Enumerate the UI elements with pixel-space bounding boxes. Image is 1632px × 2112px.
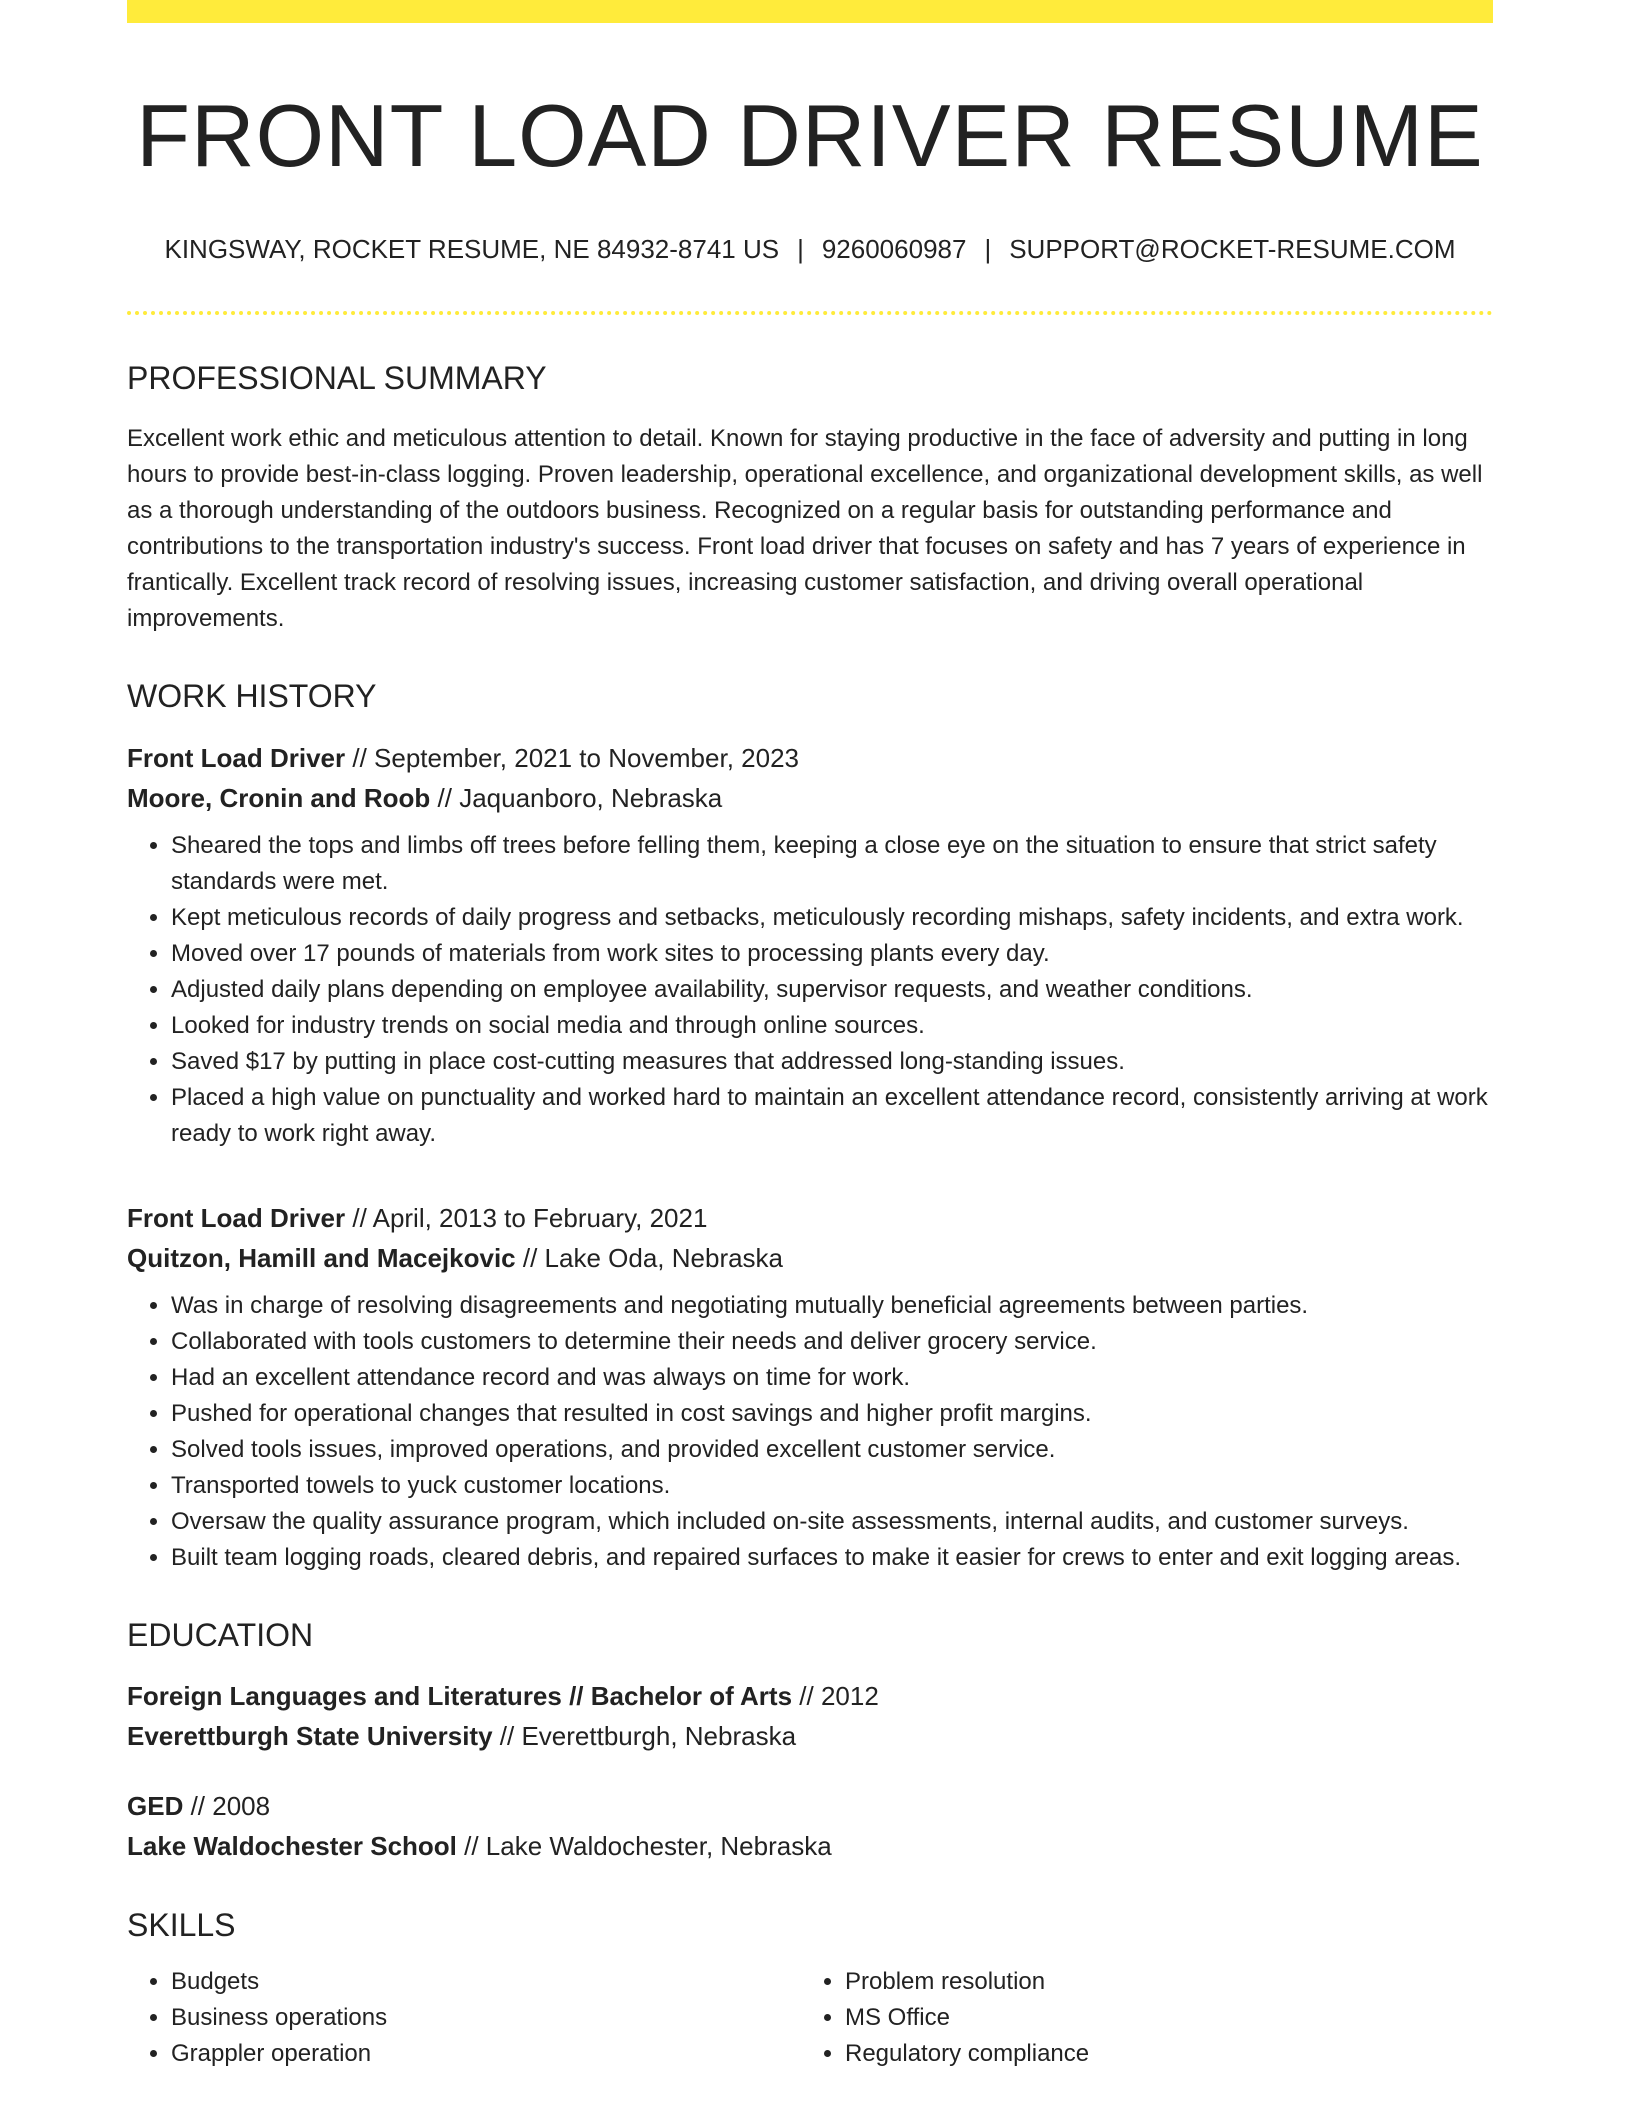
contact-address: KINGSWAY, ROCKET RESUME, NE 84932-8741 US	[164, 233, 780, 264]
job-bullet: • Solved tools issues, improved operations, and provided excellent customer service.	[171, 1432, 1493, 1468]
job-title-line	[127, 738, 1493, 778]
job-bullets	[127, 828, 1493, 1152]
job-location: // Lake Oda, Nebraska	[515, 1242, 784, 1273]
job-bullet: • Sheared the tops and limbs off trees before felling them, keeping a close eye on the situation to ensure that strict safety standards were met.	[171, 828, 1493, 900]
job-bullet: • Placed a high value on punctuality and worked hard to maintain an excellent attendance record, consistently arriving at work ready to work right away.	[171, 1080, 1493, 1152]
school-line	[127, 1716, 1493, 1756]
job-title-line	[127, 1198, 1493, 1238]
degree-line	[127, 1676, 1493, 1716]
skill-item: • Grappler operation	[171, 2036, 801, 2072]
summary-heading: PROFESSIONAL SUMMARY	[127, 359, 547, 396]
skill-item: • Business operations	[171, 2000, 801, 2036]
school-name: Lake Waldochester School	[127, 1830, 457, 1861]
skills-list-left	[127, 1964, 801, 2072]
job-company: Quitzon, Hamill and Macejkovic	[127, 1242, 516, 1273]
degree-year: // 2008	[183, 1790, 271, 1821]
resume-page	[127, 0, 1493, 2072]
accent-bar	[127, 0, 1493, 23]
contact-separator: |	[984, 233, 992, 264]
work-history-heading: WORK HISTORY	[127, 678, 377, 715]
degree-year: // 2012	[792, 1680, 879, 1711]
job-bullet: • Collaborated with tools customers to determine their needs and deliver grocery service.	[171, 1324, 1493, 1360]
job-bullet: • Had an excellent attendance record and was always on time for work.	[171, 1360, 1493, 1396]
job-company-line	[127, 778, 1493, 818]
school-location: // Everettburgh, Nebraska	[492, 1720, 797, 1751]
contact-email: SUPPORT@ROCKET-RESUME.COM	[1009, 233, 1456, 264]
contact-phone: 9260060987	[821, 233, 967, 264]
contact-separator: |	[797, 233, 804, 264]
job-bullet: • Was in charge of resolving disagreements and negotiating mutually beneficial agreements between parties.	[171, 1288, 1493, 1324]
job-bullets	[127, 1288, 1493, 1576]
skill-item: • Problem resolution	[845, 1964, 1475, 2000]
dotted-divider	[127, 311, 1493, 315]
job-entry	[127, 1198, 1493, 1576]
degree: GED	[127, 1790, 184, 1821]
education-entry	[127, 1676, 1493, 1756]
education-entry	[127, 1786, 1493, 1866]
skills-list-right	[801, 1964, 1475, 2072]
skill-item: • Budgets	[171, 1964, 801, 2000]
job-bullet: • Saved $17 by putting in place cost-cutting measures that addressed long-standing issues.	[171, 1044, 1493, 1080]
skills-heading: SKILLS	[127, 1906, 236, 1943]
skill-item: • Regulatory compliance	[845, 2036, 1475, 2072]
skill-item: • MS Office	[845, 2000, 1475, 2036]
job-location: // Jaquanboro, Nebraska	[430, 782, 723, 813]
school-location: // Lake Waldochester, Nebraska	[456, 1830, 832, 1861]
job-dates: // September, 2021 to November, 2023	[345, 742, 799, 773]
job-bullet: • Built team logging roads, cleared debris, and repaired surfaces to make it easier for crews to enter and exit logging areas.	[171, 1540, 1493, 1576]
skills-columns	[127, 1964, 1493, 2072]
school-line	[127, 1826, 1493, 1866]
education-heading: EDUCATION	[127, 1616, 314, 1653]
job-bullet: • Kept meticulous records of daily progress and setbacks, meticulously recording mishaps, safety incidents, and extra work.	[171, 900, 1493, 936]
job-title: Front Load Driver	[127, 1202, 346, 1233]
job-bullet: • Moved over 17 pounds of materials from work sites to processing plants every day.	[171, 936, 1493, 972]
job-dates: // April, 2013 to February, 2021	[345, 1202, 708, 1233]
job-bullet: • Looked for industry trends on social media and through online sources.	[171, 1008, 1493, 1044]
job-company-line	[127, 1238, 1493, 1278]
job-title: Front Load Driver	[127, 742, 346, 773]
job-bullet: • Adjusted daily plans depending on employee availability, supervisor requests, and weather conditions.	[171, 972, 1493, 1008]
job-bullet: • Pushed for operational changes that resulted in cost savings and higher profit margins.	[171, 1396, 1493, 1432]
school-name: Everettburgh State University	[127, 1720, 493, 1751]
job-bullet: • Oversaw the quality assurance program, which included on-site assessments, internal audits, and customer surveys.	[171, 1504, 1493, 1540]
job-bullet: • Transported towels to yuck customer locations.	[171, 1468, 1493, 1504]
summary-text: Excellent work ethic and meticulous attention to detail. Known for staying productive in the face of adversity and putting in long hours to provide best-in-class logging. Proven leadership, operational excellence, and organizational development skills, as well as a thorough understanding of the outdoors business. Recognized on a regular basis for outstanding performance and contributions to the transportation industry's success. Front load driver that focuses on safety and has 7 years of experience in frantically. Excellent track record of resolving issues, increasing customer satisfaction, and driving overall operational improvements.	[127, 425, 1483, 633]
job-entry	[127, 738, 1493, 1152]
degree-line	[127, 1786, 1493, 1826]
contact-line	[127, 234, 1493, 265]
resume-title: FRONT LOAD DRIVER RESUME	[136, 86, 1484, 185]
degree: Foreign Languages and Literatures // Bachelor of Arts	[127, 1680, 793, 1711]
job-company: Moore, Cronin and Roob	[127, 782, 431, 813]
